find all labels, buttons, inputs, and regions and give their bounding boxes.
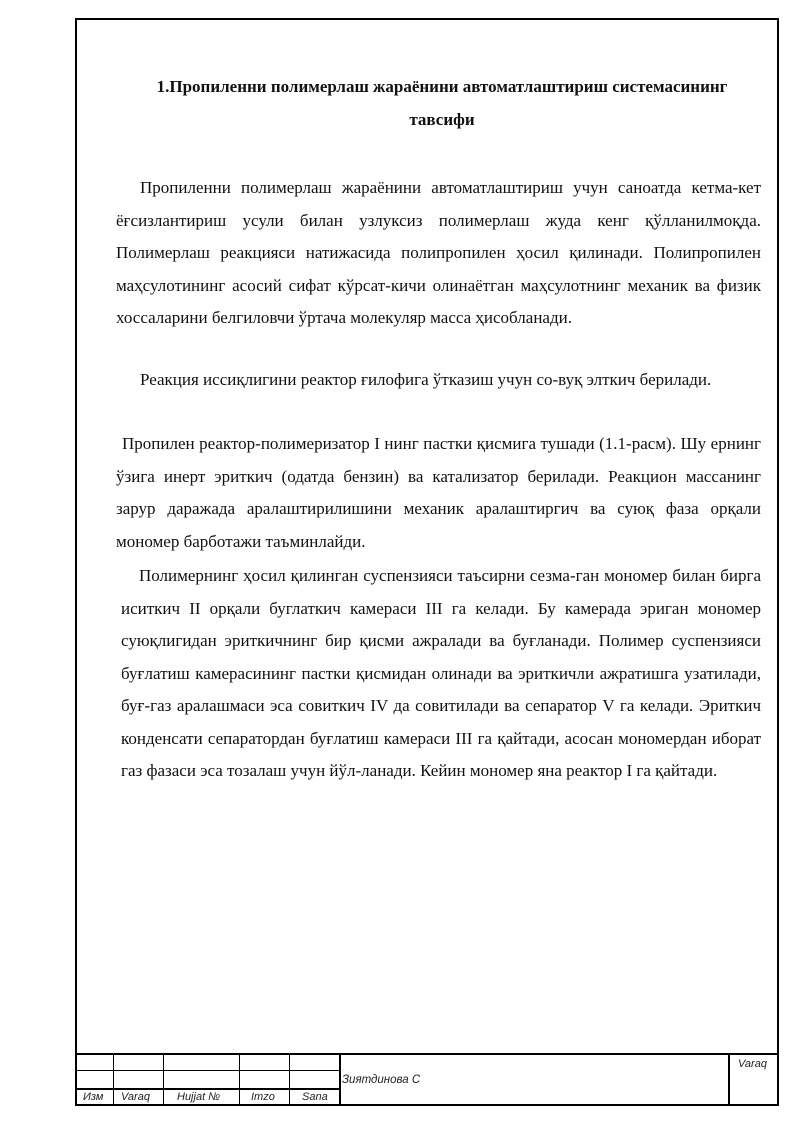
paragraph-2: Реакция иссиқлигини реактор ғилофига ўтказиш учун со-вуқ элткич берилади.	[140, 370, 712, 389]
heading-line-1: 1.Пропиленни полимерлаш жараёнини автоматлаштириш системасининг	[156, 77, 728, 96]
paragraph-1: Пропиленни полимерлаш жараёнини автоматлаштириш учун саноатда кетма-кет ёғсизлантириш усули билан узлуксиз полимерлаш жуда кенг қўлланилмоқда. Полимерлаш реакцияси натижасида полипропилен ҳосил қилинади. Полипропилен маҳсулотининг асосий сифат кўрсат-кичи олинаётган маҳсулотнинг механик ва физик хоссаларини белгиловчи ўртача молекуляр масса ҳисобланади.	[116, 178, 761, 327]
heading-line-2: тавсифи	[409, 110, 475, 129]
title-block-stamp	[77, 1053, 777, 1106]
stamp-sheet-label: Varaq	[738, 1058, 767, 1070]
paragraph-4: Полимернинг ҳосил қилинган суспензияси таъсирни сезма-ган мономер билан бирга иситкич II орқали буглаткич камераси III га келади. Бу камерада эриган мономер суюқлигидан эриткичнинг бир қисми ажралади ва буғланади. Полимер суспензияси буғлатиш камерасининг пастки қисмидан олинади ва эриткичли ажратишга узатилади, буғ-газ аралашмаси эса совиткич IV да совитилади ва сепаратор V га келади. Эриткич конденсати сепаратордан буғлатиш камераси III га қайтади, асосан мономердан иборат газ фазаси эса тозалаш учун йўл-ланади. Кейин мономер яна реактор I га қайтади.	[121, 566, 761, 780]
paragraph-3: Пропилен реактор-полимеризатор I нинг пастки қисмига тушади (1.1-расм). Шу ернинг ўзига инерт эриткич (одатда бензин) ва катализатор берилади. Реакцион массанинг зарур даражада аралаштирилишини механик аралаштиргич ва суюқ фаза орқали мономер барботажи таъминлайди.	[116, 434, 761, 551]
stamp-label-sana: Sana	[302, 1091, 328, 1103]
stamp-author: Зиятдинова С	[342, 1074, 421, 1086]
stamp-label-hujjat: Hujjat №	[177, 1091, 221, 1103]
stamp-label-izm: Изм	[83, 1091, 104, 1103]
document-heading	[118, 70, 766, 136]
stamp-label-imzo: Imzo	[251, 1091, 275, 1103]
stamp-label-varaq: Varaq	[121, 1091, 150, 1103]
